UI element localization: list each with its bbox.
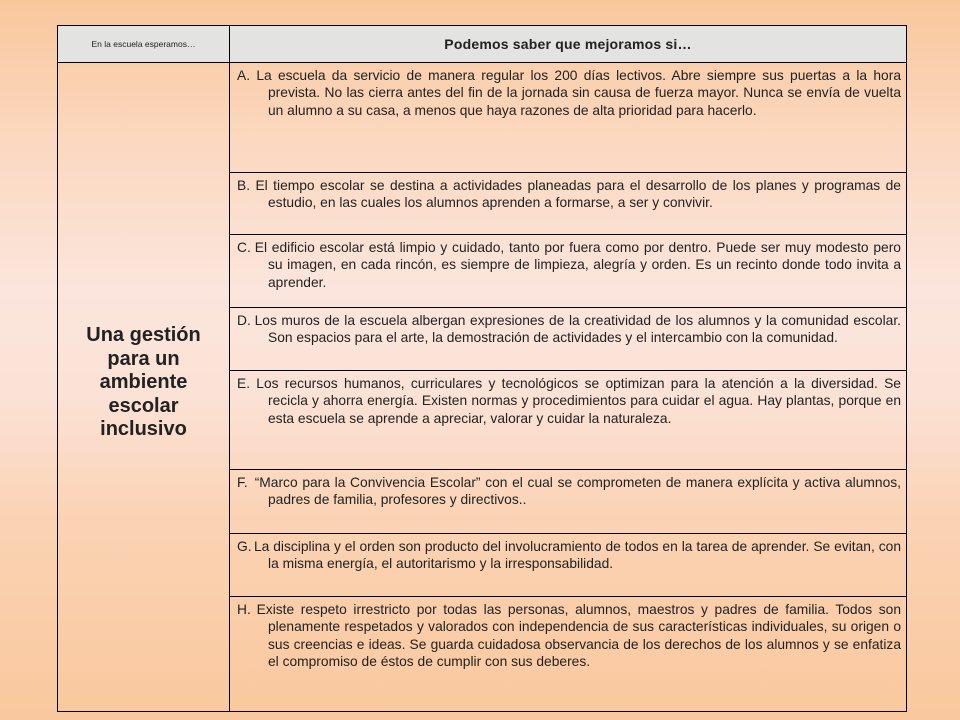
- item-letter: B.: [237, 178, 251, 193]
- item-letter: A.: [237, 68, 251, 83]
- item-text: Existe respeto irrestricto por todas las personas, alumnos, maestros y padres de familia. Todos son plenamente respetados y valorados con independencia de sus características individuales, su origen o sus creencias e ideas. Se guarda cuidadosa observancia de los derechos de los alumnos y se enfatiza el compromiso de éstos de cumplir con sus deberes.: [256, 602, 901, 669]
- indicator-cell-d: [230, 308, 907, 371]
- indicator-cell-c: [230, 235, 907, 308]
- item-text: La escuela da servicio de manera regular los 200 días lectivos. Abre siempre sus puertas a la hora prevista. No las cierra antes del fin de la jornada sin causa de fuerza mayor. Nunca se envía de vuelta un alumno a su casa, a menos que haya razones de alta prioridad para hacerlo.: [256, 68, 901, 118]
- item-text: La disciplina y el orden son producto del involucramiento de todos en la tarea de aprender. Se evitan, con la misma energía, el autoritarismo y la irresponsabilidad.: [253, 539, 901, 572]
- item-letter: D.: [237, 313, 251, 328]
- indicator-cell-e: [230, 371, 907, 470]
- item-text: El edificio escolar está limpio y cuidado, tanto por fuera como por dentro. Puede ser muy modesto pero su imagen, en cada rincón, es siempre de limpieza, alegría y orden. Es un recinto donde todo invita a aprender.: [254, 240, 901, 290]
- header-expectations: En la escuela esperamos…: [58, 26, 230, 63]
- item-text: El tiempo escolar se destina a actividades planeadas para el desarrollo de los planes y programas de estudio, en las cuales los alumnos aprenden a formarse, a ser y convivir.: [255, 178, 901, 211]
- item-text: Los recursos humanos, curriculares y tecnológicos se optimizan para la atención a la diversidad. Se recicla y ahorra energía. Existen normas y procedimientos para cuidar el agua. Hay plantas, porque en esta escuela se aprende a apreciar, valorar y cuidar la naturaleza.: [256, 376, 901, 426]
- indicator-cell-h: [230, 597, 907, 712]
- item-letter: G.: [237, 539, 252, 554]
- category-title: Una gestión para un ambiente escolar inclusivo: [86, 324, 201, 441]
- item-letter: H.: [237, 602, 251, 617]
- indicator-cell-f: [230, 470, 907, 534]
- item-text: Los muros de la escuela albergan expresiones de la creatividad de los alumnos y la comunidad escolar. Son espacios para el arte, la demostración de actividades y el intercambio con la comunidad.: [254, 313, 901, 346]
- item-letter: E.: [237, 376, 251, 391]
- item-letter: F.: [237, 475, 248, 490]
- header-indicators: Podemos saber que mejoramos si…: [230, 26, 907, 63]
- item-letter: C.: [237, 240, 251, 255]
- indicator-cell-b: [230, 173, 907, 235]
- indicator-cell-a: [230, 63, 907, 173]
- expectations-table: [57, 25, 907, 712]
- table-header-row: [58, 26, 907, 63]
- table-row: [58, 63, 907, 173]
- category-cell: [58, 63, 230, 712]
- item-text: “Marco para la Convivencia Escolar” con el cual se comprometen de manera explícita y activa alumnos, padres de familia, profesores y directivos..: [254, 475, 901, 508]
- indicator-cell-g: [230, 534, 907, 597]
